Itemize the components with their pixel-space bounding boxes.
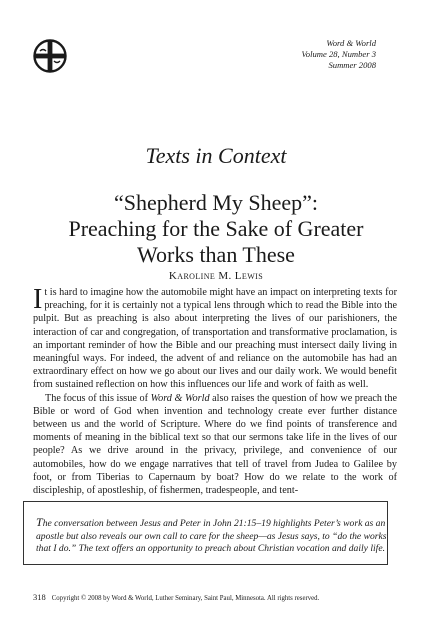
drop-cap: I [33,284,43,315]
journal-info [302,38,376,71]
journal-reference: Word & World [150,392,210,404]
title-line-2: Preaching for the Sake of Greater [68,216,364,241]
title-line-1: “Shepherd My Sheep”: [113,190,319,215]
journal-volume: Volume 28, Number 3 [301,49,376,59]
callout-body: he conversation between Jesus and Peter in John 21:15–19 highlights Peter’s work as an apostle but also reveals our own call to care for the sheep—as Jesus says, to “do the works that I do.” The text offers an opportunity to preach about Christian vocation and daily life. [36,518,387,554]
paragraph-2-text: also raises the question of how we preach the Bible or word of God when invention and technology create ever further distance between us and the world of Scripture. Where do we find points of transference and moments of meaning in the biblical text so that our sermons take life in the lives of our people? As we drive around in the privacy, privilege, and convenience of our automobiles, how do we engage narratives that tell of travel from Judea to Galilee by foot, or from Tiberias to Capernaum by boat? How do we relate to the work of discipleship, of apostleship, of fishermen, tradespeople, and tent- [33,392,397,497]
article-title [0,190,432,268]
paragraph-2-start: The focus of this issue of [45,392,151,404]
cross-circle-logo-icon [33,39,67,73]
paragraph-2 [33,392,397,498]
section-title: Texts in Context [145,143,287,168]
abstract-callout [23,501,388,565]
page-footer [33,592,319,602]
paragraph-1 [33,286,397,392]
page-number: 318 [33,592,46,602]
title-line-3: Works than These [137,242,295,267]
author-name: Karoline M. Lewis [168,270,264,282]
article-body [33,286,397,497]
callout-first-letter: T [36,515,43,529]
journal-name: Word & World [326,38,376,48]
callout-text [36,516,387,556]
paragraph-1-text: t is hard to imagine how the automobile might have an impact on interpreting texts for preaching, for it is certainly not a typical lens through which to read the Bible into the pulpit. But as preaching is also about interpreting the lives of our parishioners, the interaction of car and congregation, of transportation and transformative proclamation, is an important reminder of how the Bible and our preaching must intersect daily living in meaningful ways. For indeed, the advent of and reliance on the automobile has had an extraordinary effect on how we go about our lives and our daily work. We would benefit from sustained reflection on how this influences our life and work of faith as well. [33,287,397,391]
copyright-notice: Copyright © 2008 by Word & World, Luther Seminary, Saint Paul, Minnesota. All rights reserved. [51,595,320,602]
journal-season: Summer 2008 [328,60,376,70]
